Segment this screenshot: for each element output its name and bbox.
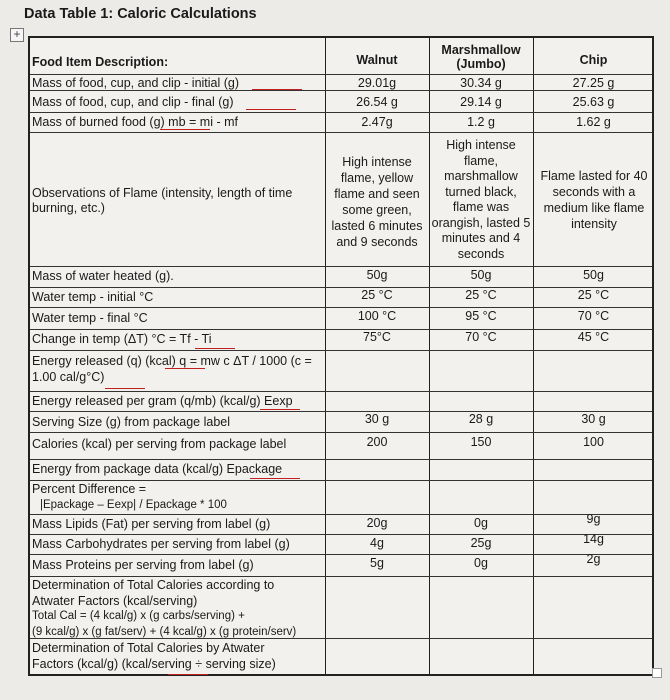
walnut-proteins: 5g <box>370 556 384 570</box>
marshmallow-temp-change: 70 °C <box>465 330 497 344</box>
walnut-temp-change: 75°C <box>363 330 391 344</box>
row-label-energy-per-gram: Energy released per gram (q/mb) (kcal/g) Eexp <box>32 394 293 408</box>
chip-lipids: 9g <box>586 512 601 526</box>
chip-observations: Flame lasted for 40 seconds with a medium like flame intensity <box>540 169 648 231</box>
marshmallow-mass-final: 29.14 g <box>460 95 502 109</box>
chip-proteins: 2g <box>586 552 601 566</box>
row-label-mass-initial: Mass of food, cup, and clip - initial (g) <box>32 76 240 90</box>
walnut-serving-size: 30 g <box>364 412 390 426</box>
column-divider <box>429 38 430 674</box>
row-label-calories: Calories (kcal) per serving from package label <box>32 437 287 451</box>
marshmallow-water-final: 95 °C <box>465 309 497 323</box>
chip-temp-change: 45 °C <box>577 330 610 344</box>
atwater-per-gram-line1: Determination of Total Calories by Atwater <box>32 641 265 655</box>
marshmallow-mass-burned: 1.2 g <box>467 115 495 129</box>
row-label-mass-burned: Mass of burned food (g) mb = mi - mf <box>32 115 238 129</box>
row-label-water-mass: Mass of water heated (g). <box>32 269 174 283</box>
header-chip: Chip <box>579 53 608 67</box>
marshmallow-proteins: 0g <box>474 556 488 570</box>
walnut-observations: High intense flame, yellow flame and seen some green, lasted 6 minutes and 9 seconds <box>331 155 423 249</box>
row-label-atwater-total <box>32 578 296 640</box>
row-label-proteins: Mass Proteins per serving from label (g) <box>32 558 254 572</box>
atwater-total-line4: (9 kcal/g) x (g fat/serv) + (4 kcal/g) x (g protein/serv) <box>32 625 297 638</box>
marshmallow-calories: 150 <box>470 435 492 449</box>
row-label-temp-change: Change in temp (ΔT) °C = Tf - Ti <box>32 332 212 346</box>
header-description: Food Item Description: <box>32 55 169 69</box>
atwater-total-line3: Total Cal = (4 kcal/g) x (g carbs/serving) + <box>32 610 245 622</box>
row-label-percent-difference: Percent Difference = <box>32 482 147 496</box>
header-walnut: Walnut <box>356 53 398 67</box>
row-label-lipids: Mass Lipids (Fat) per serving from label (g) <box>32 517 271 531</box>
page-title: Data Table 1: Caloric Calculations <box>24 6 257 22</box>
chip-water-initial: 25 °C <box>577 288 610 302</box>
walnut-mass-final: 26.54 g <box>356 95 398 109</box>
walnut-water-final: 100 °C <box>357 309 397 323</box>
row-label-mass-final: Mass of food, cup, and clip - final (g) <box>32 95 234 109</box>
walnut-calories: 200 <box>366 435 388 449</box>
chip-calories: 100 <box>583 435 604 449</box>
row-label-water-initial: Water temp - initial °C <box>32 290 154 304</box>
walnut-water-initial: 25 °C <box>361 288 393 302</box>
column-divider <box>533 38 534 674</box>
row-label-carbs: Mass Carbohydrates per serving from label (g) <box>32 537 290 551</box>
chip-mass-burned: 1.62 g <box>576 115 611 129</box>
walnut-mass-burned: 2.47g <box>361 115 393 129</box>
row-label-serving-size: Serving Size (g) from package label <box>32 415 231 429</box>
marshmallow-lipids: 0g <box>474 516 488 530</box>
marshmallow-water-initial: 25 °C <box>465 288 497 302</box>
table-move-handle-icon[interactable]: + <box>10 28 24 42</box>
walnut-lipids: 20g <box>366 516 388 530</box>
atwater-total-line1: Determination of Total Calories according to <box>32 578 275 592</box>
atwater-per-gram-line2: Factors (kcal/g) (kcal/serving ÷ serving size) <box>32 656 276 671</box>
walnut-mass-initial: 29.01g <box>357 76 397 90</box>
percent-difference-formula: |Epackage – Eexp| / Epackage * 100 <box>40 499 227 511</box>
chip-mass-final: 25.63 g <box>572 95 615 109</box>
marshmallow-water-mass: 50g <box>470 268 492 282</box>
chip-serving-size: 30 g <box>581 412 606 426</box>
marshmallow-carbs: 25g <box>470 536 492 550</box>
row-label-water-final: Water temp - final °C <box>32 311 148 325</box>
chip-water-final: 70 °C <box>577 309 610 323</box>
walnut-water-mass: 50g <box>366 268 388 282</box>
marshmallow-serving-size: 28 g <box>468 412 494 426</box>
chip-carbs: 14g <box>583 532 604 546</box>
walnut-carbs: 4g <box>370 536 384 550</box>
header-marshmallow: Marshmallow (Jumbo) <box>441 43 521 71</box>
column-divider <box>325 38 326 674</box>
caloric-table <box>28 36 654 676</box>
row-label-atwater-per-gram <box>32 641 276 672</box>
resize-handle-icon[interactable] <box>652 668 662 678</box>
marshmallow-observations: High intense flame, marshmallow turned black, flame was orangish, lasted 5 minutes and 4 seconds <box>431 138 531 261</box>
row-label-energy-package: Energy from package data (kcal/g) Epackage <box>32 462 283 476</box>
chip-mass-initial: 27.25 g <box>572 76 615 90</box>
atwater-total-line2: Atwater Factors (kcal/serving) <box>32 593 198 608</box>
marshmallow-mass-initial: 30.34 g <box>460 76 502 90</box>
row-label-observations: Observations of Flame (intensity, length of time burning, etc.) <box>32 186 293 215</box>
row-label-energy-released: Energy released (q) (kcal) q = mw c ΔT / 1000 (c = 1.00 cal/g°C) <box>32 354 312 384</box>
chip-water-mass: 50g <box>583 268 604 282</box>
